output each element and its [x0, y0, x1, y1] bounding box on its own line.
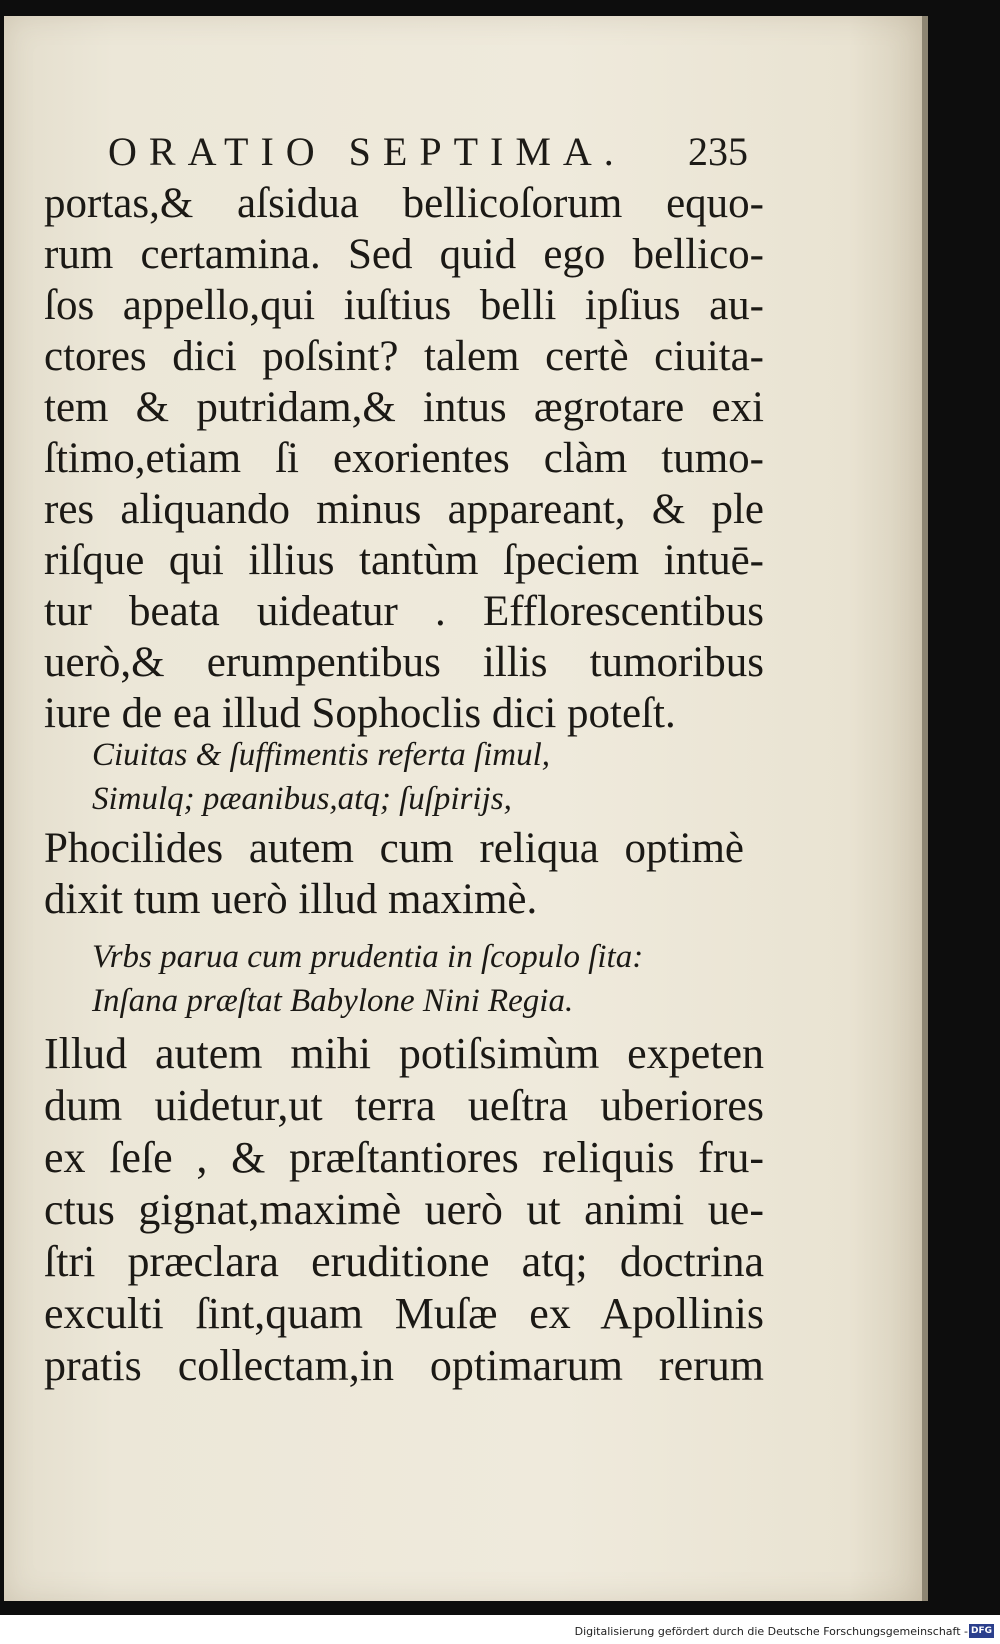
page-number: 235 [688, 129, 748, 174]
paragraph-3 [44, 1028, 764, 1392]
text-line: ex ſeſe , & præſtantiores reliquis fru- [44, 1133, 764, 1182]
verse-line: Vrbs parua cum prudentia in ſcopulo ſita: [92, 939, 644, 975]
text-line: riſque qui illius tantùm ſpeciem intuē- [44, 537, 764, 584]
text-line: Illud autem mihi potiſsimùm expeten [44, 1029, 764, 1078]
text-line: ctores dici poſsint? talem certè ciuita- [44, 333, 764, 380]
text-line: res aliquando minus appareant, & ple [44, 486, 764, 533]
paragraph-1 [44, 178, 764, 739]
text-line: rum certamina. Sed quid ego bellico- [44, 231, 764, 278]
verse-quote-phocylides [92, 935, 692, 1023]
paragraph-2 [44, 823, 744, 925]
text-line: tem & putridam,& intus ægrotare exi [44, 384, 764, 431]
verse-line: Simulq; pæanibus,atq; ſuſpirijs, [92, 781, 512, 817]
text-line: pratis collectam,in optimarum rerum [44, 1341, 764, 1390]
text-line: ſos appello,qui iuſtius belli ipſius au- [44, 282, 764, 329]
verse-quote-sophocles [92, 733, 692, 821]
page-header [108, 128, 748, 176]
text-line: exculti ſint,quam Muſæ ex Apollinis [44, 1289, 764, 1338]
text-line: iure de ea illud Sophoclis dici poteſt. [44, 690, 676, 737]
text-line: dum uidetur,ut terra ueſtra uberiores [44, 1081, 764, 1130]
book-page [4, 16, 922, 1601]
text-line: uerò,& erumpentibus illis tumoribus [44, 639, 764, 686]
verse-line: Inſana præſtat Babylone Nini Regia. [92, 983, 574, 1019]
dfg-logo-icon: DFG [970, 1626, 992, 1636]
dfg-credit-text: Digitalisierung gefördert durch die Deutsche Forschungsgemeinschaft - [574, 1625, 968, 1638]
verse-line: Ciuitas & ſuffimentis referta ſimul, [92, 737, 551, 773]
text-line: Phocilides autem cum reliqua optimè [44, 825, 744, 872]
running-head: ORATIO SEPTIMA. [108, 129, 626, 174]
text-line: ctus gignat,maximè uerò ut animi ue- [44, 1185, 764, 1234]
text-line: ſtimo,etiam ſi exorientes clàm tumo- [44, 435, 764, 482]
text-line: tur beata uideatur . Efflorescentibus [44, 588, 764, 635]
text-line: dixit tum uerò illud maximè. [44, 876, 538, 923]
page-edge [922, 16, 928, 1601]
text-line: ſtri præclara eruditione atq; doctrina [44, 1237, 764, 1286]
text-line: portas,& aſsidua bellicoſorum equo- [44, 180, 764, 227]
